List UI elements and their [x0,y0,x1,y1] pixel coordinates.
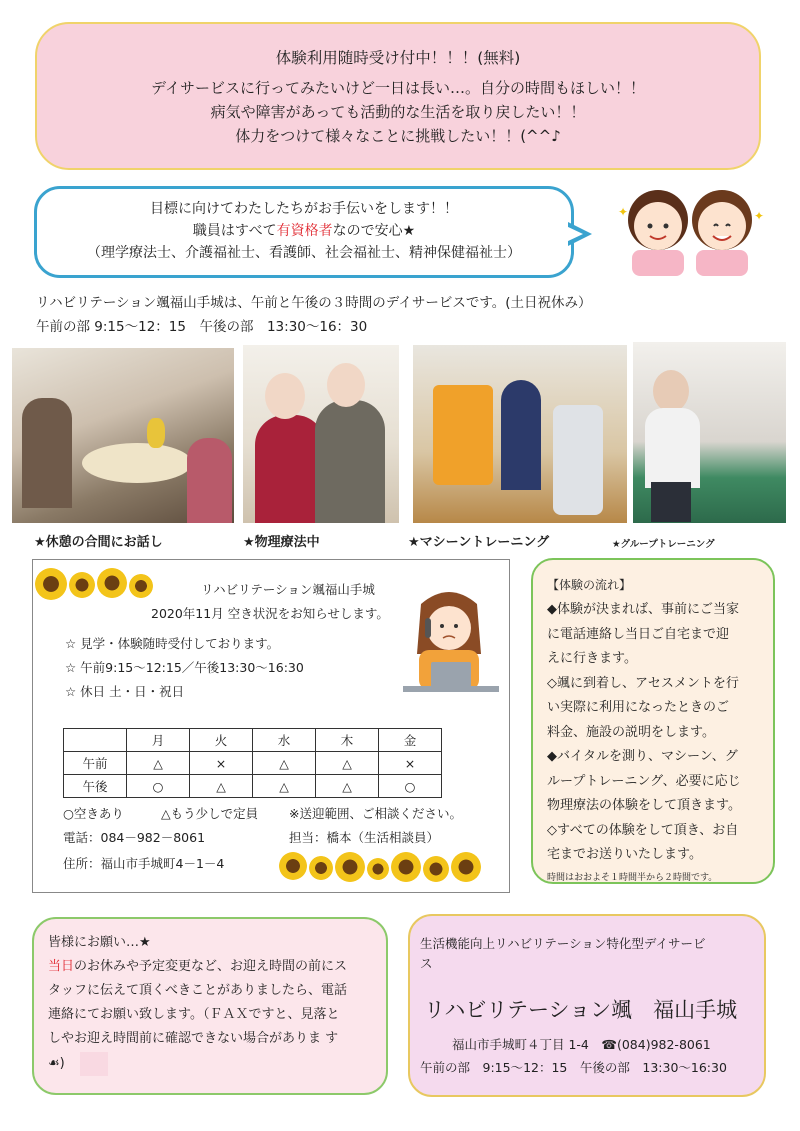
service-type: 生活機能向上リハビリテーション特化型デイサービ [420,936,706,951]
svg-text:✦: ✦ [754,209,765,223]
legend-almost-full: △もう少しで定員 [161,806,259,821]
caption-chatting: ★休憩の合間にお話し [34,535,163,550]
flow-step-line: 宅までお送りいたします。 [547,847,702,862]
service-type-cont: ス [420,956,433,971]
sunflower-icon [423,856,449,882]
row-label: 午後 [64,775,127,798]
table-header-blank [64,729,127,752]
flow-step-line: 物理療法の体験をして頂きます。 [547,798,741,813]
slot-cell: × [190,752,253,775]
table-row [64,752,442,775]
bubble-tail-inner [566,226,583,242]
request-line: しやお迎え時間前に確認できない場合がありま す [48,1031,339,1046]
day-header: 金 [379,729,442,752]
photo-group [633,342,786,523]
flow-step-line: ◆体験が決まれば、事前にご当家 [547,602,739,617]
intro-line: リハビリテーション颯福山手城は、午前と午後の３時間のデイサービスです。(土日祝休み） [36,295,592,311]
trial-banner [35,22,761,170]
sunflower-icon [335,852,365,882]
caption-physio: ★物理療法中 [243,535,320,550]
qualified-highlight: 有資格者 [276,223,333,239]
day-header: 月 [127,729,190,752]
photo-physio [243,345,399,523]
photo-machine [413,345,627,523]
slot-cell: △ [253,752,316,775]
slot-cell: △ [316,775,379,798]
availability-notice [32,559,510,893]
flow-step-line: ◆バイタルを測り、マシーン、グ [547,749,738,764]
photo-chatting [12,348,234,523]
bubble-line: 目標に向けてわたしたちがお手伝いをします！！ [150,201,458,217]
request-line: 当日のお休みや予定変更など、お迎え時間の前にス [48,959,348,974]
sunflower-icon [279,852,307,880]
availability-table [63,728,442,798]
redaction-block [80,1052,108,1076]
caption-group: ★グループトレーニング [612,539,715,550]
notice-subtitle: 2020年11月 空き状況をお知らせします。 [151,606,389,621]
intro-hours: 午前の部 9:15～12：15 午後の部 13:30～16：30 [36,319,368,335]
trial-line: 体力をつけて様々なことに挑戦したい！！(^^♪ [235,127,561,145]
flow-step-line: ◇すべての体験をして頂き、お自 [547,822,739,838]
notice-phone: 電話：084－982－8061 [63,830,206,845]
flow-step-line: い実際に利用になったときのご [547,700,730,715]
flow-step-line: えに行きます。 [547,651,637,666]
facility-name: リハビリテーション颯 福山手城 [424,998,738,1022]
flow-steps [547,598,741,868]
trial-flow-box [531,558,775,884]
sunflower-icon [451,852,481,882]
nurses-illustration [610,176,768,276]
sunflower-icon [309,856,333,880]
svg-text:✦: ✦ [618,205,629,219]
slot-cell: × [379,752,442,775]
slot-cell: ○ [379,775,442,798]
table-row [64,775,442,798]
bubble-line: 職員はすべて有資格者なので安心★ [192,223,416,239]
sunflower-icon [367,858,389,880]
facility-address-phone: 福山市手城町４丁目 1-4 ☎(084)982-8061 [452,1037,711,1052]
caption-machine: ★マシーントレーニング [408,535,550,550]
day-header: 水 [253,729,316,752]
flow-step-line: ◇颯に到着し、アセスメントを行 [547,675,739,691]
contact-box [408,914,766,1097]
sunflower-icon [129,574,153,598]
flow-note: 時間はおおよそ１時間半から２時間です。 [547,873,718,883]
bubble-line: （理学療法士、介護福祉士、看護師、社会福祉士、精神保健福祉士） [87,245,521,261]
request-box [32,917,388,1095]
legend-available: ○空きあり [63,806,124,821]
slot-cell: △ [316,752,379,775]
trial-title: 体験利用随時受け付中！！！(無料) [275,49,521,67]
trial-line: デイサービスに行ってみたいけど一日は長い…。自分の時間もほしい！！ [151,79,645,97]
request-line: ☙) [48,1056,65,1071]
sunflower-icon [97,568,127,598]
flow-step-line: ループトレーニング、必要に応じ [547,773,741,789]
notice-item: ☆ 見学・体験随時受付しております。 [65,636,280,651]
sunflower-icon [69,572,95,598]
flow-step-line: 料金、施設の説明をします。 [547,724,715,740]
request-line: 連絡にてお願い致します。（ＦＡＸですと、見落と [48,1007,340,1022]
facility-hours: 午前の部 9:15～12：15 午後の部 13:30～16:30 [420,1060,727,1075]
trial-line: 病気や障害があっても活動的な生活を取り戻したい！！ [210,103,586,121]
request-line: タッフに伝えて頂くべきことがありましたら、電話 [48,983,348,998]
staff-bubble [34,186,574,278]
receptionist-phone-illustration [395,584,503,702]
request-heading: 皆様にお願い…★ [48,935,151,950]
notice-address: 住所：福山市手城町4－1－4 [63,856,225,871]
legend-transport: ※送迎範囲、ご相談ください。 [289,806,462,821]
notice-title: リハビリテーション颯福山手城 [201,582,375,597]
sunflower-icon [391,852,421,882]
slot-cell: △ [253,775,316,798]
slot-cell: △ [190,775,253,798]
slot-cell: △ [127,752,190,775]
slot-cell: ○ [127,775,190,798]
notice-item: ☆ 休日 土・日・祝日 [65,684,185,699]
sunflower-icon [35,568,67,600]
notice-staff: 担当：橋本（生活相談員） [289,830,440,845]
row-label: 午前 [64,752,127,775]
flow-heading: 【体験の流れ】 [547,578,632,592]
day-header: 火 [190,729,253,752]
flow-step-line: に電話連絡し当日ご自宅まで迎 [547,626,730,642]
notice-item: ☆ 午前9:15～12:15／午後13:30～16:30 [65,660,304,675]
day-header: 木 [316,729,379,752]
